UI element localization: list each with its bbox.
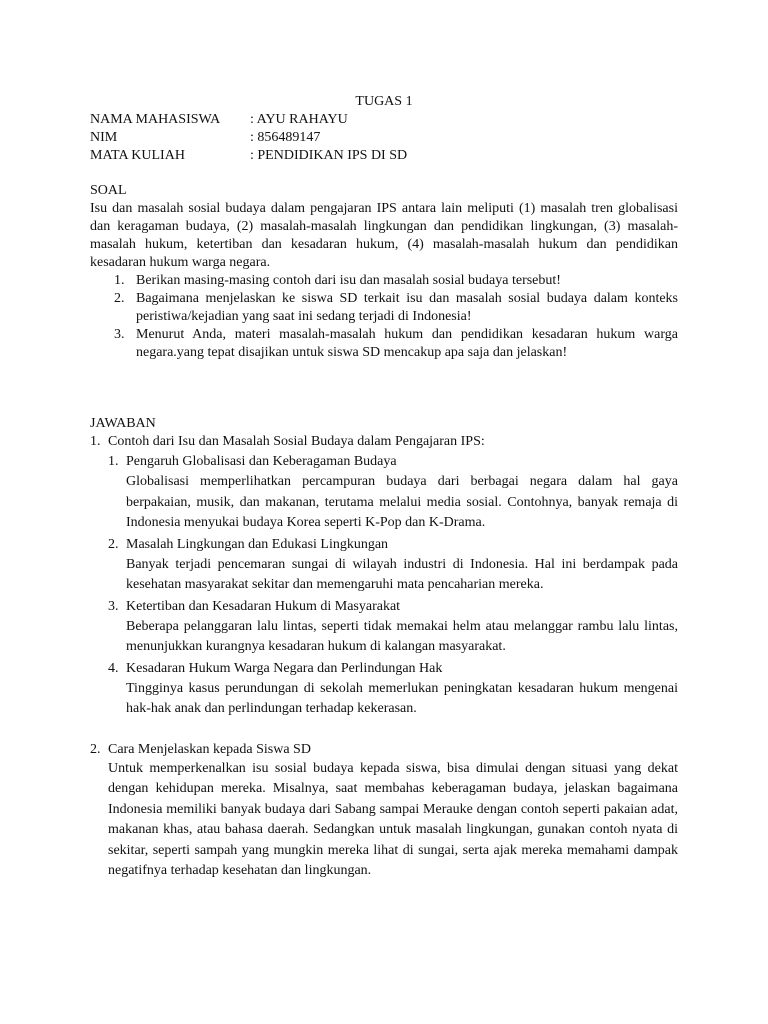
question-item — [114, 290, 678, 326]
identity-row-nim — [90, 129, 320, 147]
soal-intro: Isu dan masalah sosial budaya dalam pengajaran IPS antara lain meliputi (1) masalah tren globalisasi dan keragaman budaya, (2) masalah-masalah lingkungan dan pendidikan lingkungan, (3) masalah-masalah hukum, ketertiban dan kesadaran hukum, (4) masalah-masalah hukum dan pendidikan kesadaran hukum warga negara. — [90, 201, 678, 270]
answer-1-list — [108, 451, 678, 720]
sub-item-number: 2. — [108, 536, 119, 552]
question-text: Menurut Anda, materi masalah-masalah hukum dan pendidikan kesadaran hukum warga negara.yang tepat disajikan untuk siswa SD mencakup apa saja dan jelaskan! — [136, 327, 678, 360]
sub-item-heading — [108, 534, 678, 555]
question-number: 2. — [114, 291, 125, 306]
sub-item-number: 3. — [108, 598, 119, 614]
question-list — [114, 272, 678, 362]
identity-label: NIM — [90, 130, 118, 145]
sub-item-body: Banyak terjadi pencemaran sungai di wilayah industri di Indonesia. Hal ini berdampak pada kesehatan masyarakat sekitar dan memengaruhi mata pencaharian mereka. — [126, 556, 678, 592]
identity-value: : PENDIDIKAN IPS DI SD — [250, 148, 408, 163]
identity-row-name — [90, 111, 348, 129]
answer-section — [90, 415, 678, 882]
sub-item-title: Kesadaran Hukum Warga Negara dan Perlindungan Hak — [126, 660, 443, 676]
sub-item-body: Tingginya kasus perundungan di sekolah memerlukan peningkatan kesadaran hukum mengenai hak-hak anak dan perlindungan terhadap kekerasan. — [126, 680, 678, 716]
identity-row-course — [90, 147, 407, 165]
identity-value: : 856489147 — [250, 130, 321, 145]
sub-item-heading — [108, 451, 678, 472]
sub-item-body: Globalisasi memperlihatkan percampuran budaya dari berbagai negara dalam hal gaya berpakaian, musik, dan makanan, terutama melalui media sosial. Contohnya, banyak remaja di Indonesia menyukai budaya Korea seperti K-Pop dan K-Drama. — [126, 474, 678, 530]
identity-label: NAMA MAHASISWA — [90, 112, 221, 127]
section-number: 2. — [90, 741, 101, 757]
question-text: Berikan masing-masing contoh dari isu dan masalah sosial budaya tersebut! — [136, 273, 561, 288]
answer-1-heading — [90, 433, 678, 451]
identity-value: : AYU RAHAYU — [250, 112, 348, 127]
question-number: 1. — [114, 273, 125, 288]
question-number: 3. — [114, 327, 125, 342]
identity-label: MATA KULIAH — [90, 148, 185, 163]
answer-2-heading — [90, 741, 678, 759]
sub-item-number: 4. — [108, 660, 119, 676]
section-title: Cara Menjelaskan kepada Siswa SD — [108, 741, 311, 757]
question-item — [114, 272, 678, 290]
sub-item-title: Masalah Lingkungan dan Edukasi Lingkungan — [126, 536, 389, 552]
sub-item-title: Ketertiban dan Kesadaran Hukum di Masyarakat — [126, 598, 401, 614]
question-item — [114, 326, 678, 362]
section-number: 1. — [90, 434, 101, 449]
sub-item-number: 1. — [108, 454, 119, 469]
sub-item-heading — [108, 658, 678, 679]
document-title: TUGAS 1 — [355, 94, 413, 109]
section-title: Contoh dari Isu dan Masalah Sosial Budaya dalam Pengajaran IPS: — [108, 434, 485, 449]
sub-item-body: Beberapa pelanggaran lalu lintas, seperti tidak memakai helm atau melanggar rambu lalu lintas, menunjukkan kurangnya kesadaran hukum di kalangan masyarakat. — [126, 618, 678, 654]
soal-heading: SOAL — [90, 183, 127, 198]
sub-item-title: Pengaruh Globalisasi dan Keberagaman Budaya — [126, 454, 397, 469]
question-text: Bagaimana menjelaskan ke siswa SD terkait isu dan masalah sosial budaya dalam konteks peristiwa/kejadian yang saat ini sedang terjadi di Indonesia! — [136, 291, 678, 324]
answer-2-body: Untuk memperkenalkan isu sosial budaya kepada siswa, bisa dimulai dengan situasi yang dekat dengan kehidupan mereka. Misalnya, saat membahas keberagaman budaya, jelaskan bagaimana Indonesia memiliki banyak budaya dari Sabang sampai Merauke dengan contoh seperti pakaian adat, makanan khas, atau bahasa daerah. Sedangkan untuk masalah lingkungan, gunakan contoh nyata di sekitar, seperti sampah yang mungkin mereka lihat di sungai, serta ajak mereka memahami dampak negatifnya terhadap kesehatan dan lingkungan. — [108, 760, 678, 878]
sub-item-heading — [108, 596, 678, 617]
jawaban-heading: JAWABAN — [90, 416, 156, 431]
